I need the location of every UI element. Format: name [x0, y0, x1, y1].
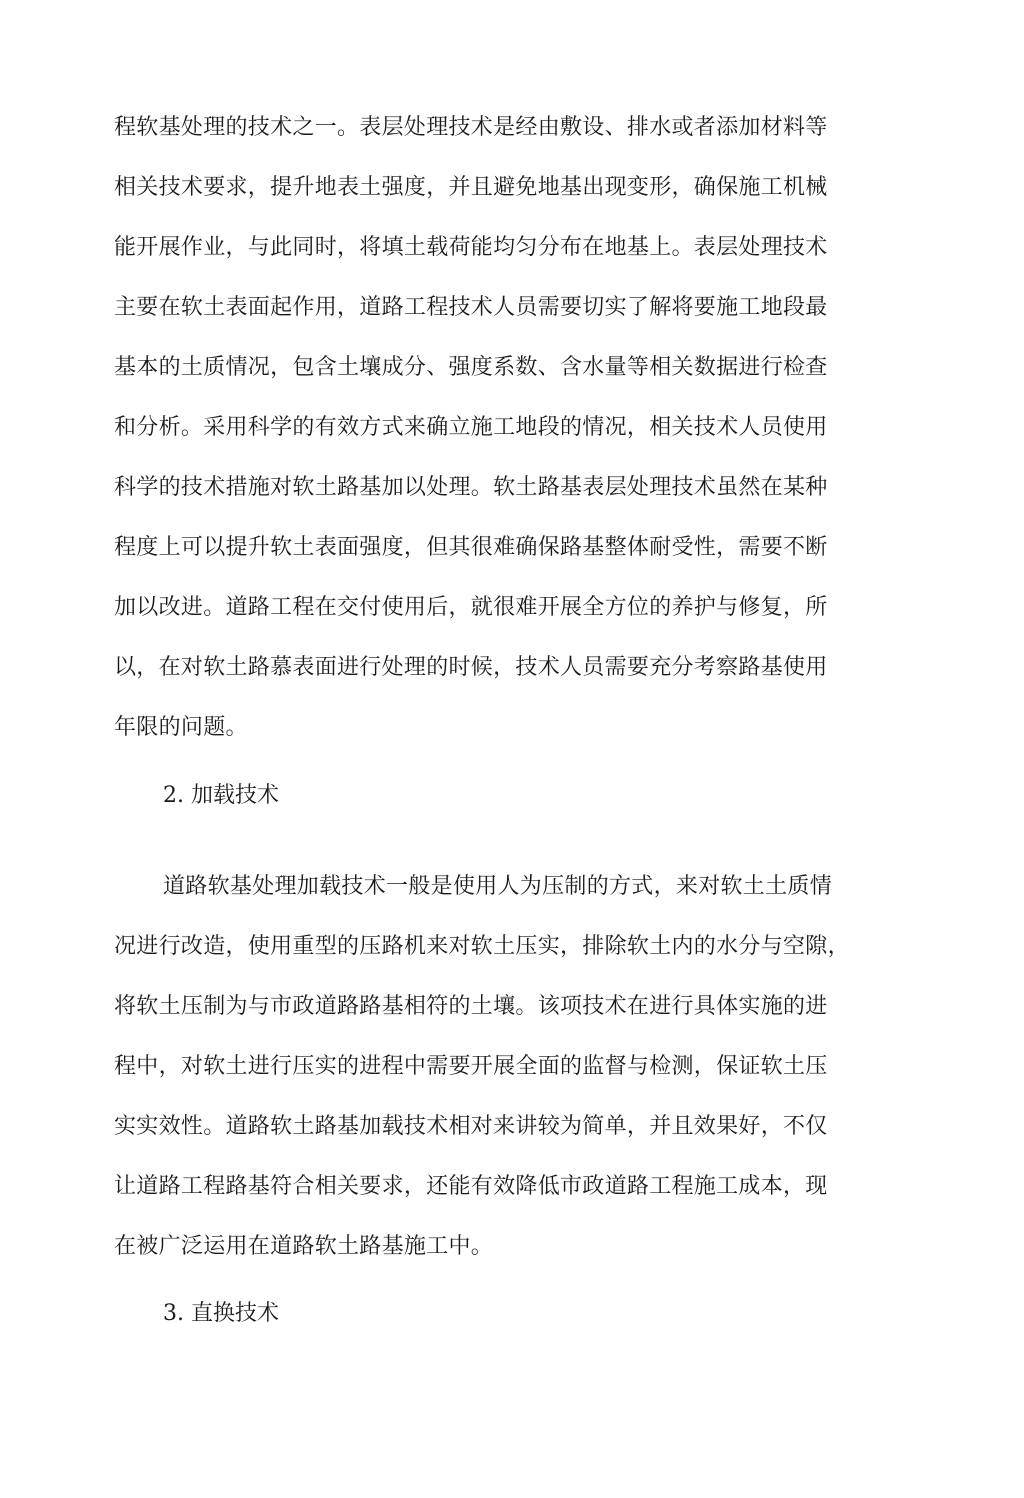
- text-line: 程度上可以提升软土表面强度，但其很难确保路基整体耐受性，需要不断: [114, 535, 828, 560]
- paragraph-loading-technique: [114, 857, 894, 1277]
- text-line: 在被广泛运用在道路软土路基施工中。: [114, 1234, 494, 1259]
- text-line: 主要在软土表面起作用，道路工程技术人员需要切实了解将要施工地段最: [114, 295, 828, 320]
- text-line: 基本的土质情况，包含土壤成分、强度系数、含水量等相关数据进行检查: [114, 355, 828, 380]
- text-line: 将软土压制为与市政道路路基相符的土壤。该项技术在进行具体实施的进: [114, 994, 828, 1019]
- text-line: 以，在对软土路慕表面进行处理的时候，技术人员需要充分考察路基使用: [114, 655, 828, 680]
- text-line: 和分析。采用科学的有效方式来确立施工地段的情况，相关技术人员使用: [114, 415, 828, 440]
- text-line: 道路软基处理加载技术一般是使用人为压制的方式，来对软土土质情: [163, 874, 833, 899]
- text-line: 况进行改造，使用重型的压路机来对软土压实，排除软土内的水分与空隙，: [114, 934, 850, 959]
- text-line: 程软基处理的技术之一。表层处理技术是经由敷设、排水或者添加材料等: [114, 115, 828, 140]
- text-line: 让道路工程路基符合相关要求，还能有效降低市政道路工程施工成本，现: [114, 1174, 828, 1199]
- section-heading-loading-technique: 2. 加载技术: [163, 783, 279, 808]
- paragraph-surface-treatment: [114, 98, 894, 758]
- text-line: 加以改进。道路工程在交付使用后，就很难开展全方位的养护与修复，所: [114, 595, 828, 620]
- text-line: 年限的问题。: [114, 715, 248, 740]
- section-heading-replacement-technique: 3. 直换技术: [163, 1301, 279, 1326]
- text-line: 能开展作业，与此同时，将填土载荷能均匀分布在地基上。表层处理技术: [114, 235, 828, 260]
- text-line: 相关技术要求，提升地表土强度，并且避免地基出现变形，确保施工机械: [114, 175, 828, 200]
- text-line: 实实效性。道路软土路基加载技术相对来讲较为简单，并且效果好，不仅: [114, 1114, 828, 1139]
- text-line: 科学的技术措施对软土路基加以处理。软土路基表层处理技术虽然在某种: [114, 475, 828, 500]
- text-line: 程中，对软土进行压实的进程中需要开展全面的监督与检测，保证软土压: [114, 1054, 828, 1079]
